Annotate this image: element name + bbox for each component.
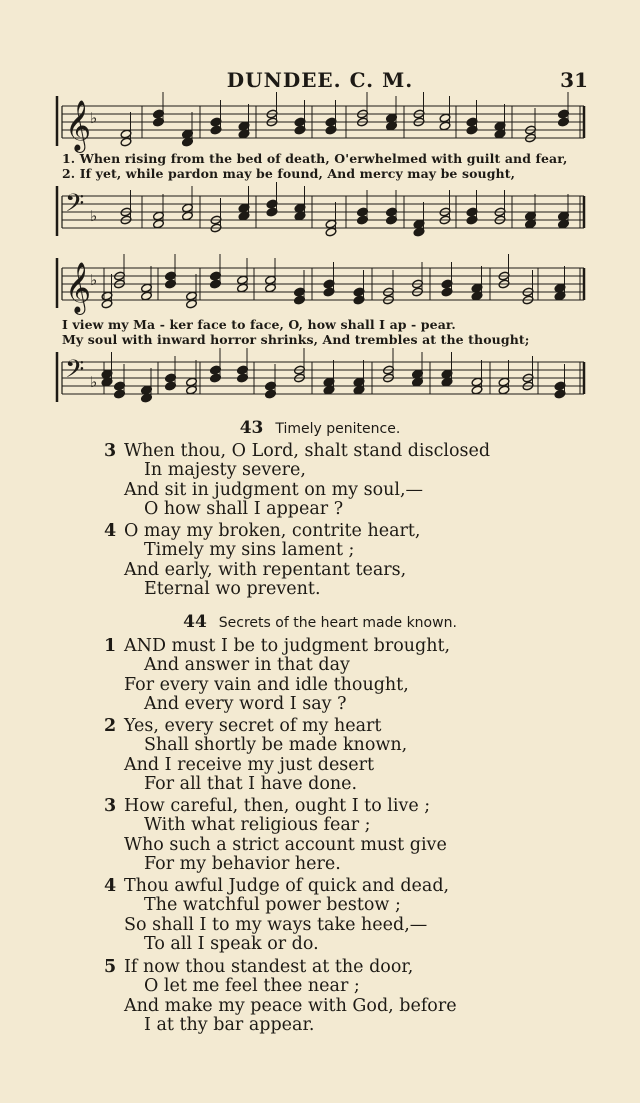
hymn-title: Secrets of the heart made known. [218, 615, 457, 631]
music-staff-treble-system-1 [0, 100, 640, 150]
page-number: 31 [560, 68, 588, 92]
verse-line: In majesty severe, [144, 460, 306, 480]
verse-number: 2 [104, 716, 117, 736]
verse-line: And I receive my just desert [124, 755, 375, 775]
verse-line: For every vain and idle thought, [124, 675, 409, 695]
hymn-heading-43 [0, 418, 640, 438]
staff-lines [57, 352, 584, 402]
verse-number: 1 [104, 636, 117, 656]
flat-icon: ♭ [90, 373, 98, 391]
hymn-number: 43 [239, 418, 264, 438]
verse-line: And sit in judgment on my soul,— [124, 480, 424, 500]
hymn-number: 44 [183, 612, 207, 632]
verse-line: For my behavior here. [144, 854, 341, 874]
verse-line: And answer in that day [144, 655, 350, 675]
verse-line: Yes, every secret of my heart [124, 716, 382, 736]
verse-line: I at thy bar appear. [144, 1015, 315, 1035]
tune-title: DUNDEE. C. M. [226, 68, 414, 92]
lyric-line-verse-2: 2. If yet, while pardon may be found, And mercy may be sought, [62, 166, 516, 181]
verse-line: How careful, then, ought I to live ; [124, 796, 431, 816]
treble-clef-icon: 𝄞 [65, 100, 92, 151]
verse-line: If now thou standest at the door, [124, 957, 414, 977]
verse-line: So shall I to my ways take heed,— [124, 915, 428, 935]
verse-line: Who such a strict account must give [124, 835, 447, 855]
verse-line: AND must I be to judgment brought, [124, 636, 451, 656]
verse-line: When thou, O Lord, shalt stand disclosed [124, 441, 491, 461]
verse-line: Shall shortly be made known, [144, 735, 408, 755]
treble-clef-icon: 𝄞 [65, 262, 92, 313]
verse-line: The watchful power bestow ; [144, 895, 401, 915]
hymn-title: Timely penitence. [275, 421, 401, 437]
verse-line: With what religious fear ; [144, 815, 371, 835]
page-header [0, 66, 640, 96]
lyric-line-verse-1-cont: I view my Ma - ker face to face, O, how shall I ap - pear. [62, 317, 456, 332]
verse-line: For all that I have done. [144, 774, 358, 794]
verse-line: And make my peace with God, before [124, 996, 457, 1016]
flat-icon: ♭ [90, 109, 98, 127]
verse-number: 4 [104, 521, 117, 541]
lyric-line-verse-2-cont: My soul with inward horror shrinks, And trembles at the thought; [62, 332, 530, 347]
verse-line: O let me feel thee near ; [144, 976, 360, 996]
music-staff-treble-system-2 [0, 262, 640, 312]
hymn-heading-44 [0, 612, 640, 632]
verse-line: O how shall I appear ? [144, 499, 344, 519]
staff-lines [57, 258, 584, 308]
lyric-line-verse-1: 1. When rising from the bed of death, O'erwhelmed with guilt and fear, [62, 151, 568, 166]
bass-clef-icon: 𝄢 [65, 355, 85, 390]
verse-line: Timely my sins lament ; [144, 540, 355, 560]
verse-line: Eternal wo prevent. [144, 579, 321, 599]
verse-line: And early, with repentant tears, [124, 560, 407, 580]
verse-number: 3 [104, 441, 117, 461]
verse-line: And every word I say ? [144, 694, 347, 714]
music-staff-bass-system-1 [0, 190, 640, 240]
verse-number: 3 [104, 796, 117, 816]
music-staff-bass-system-2 [0, 356, 640, 406]
verse-number: 4 [104, 876, 117, 896]
flat-icon: ♭ [90, 271, 98, 289]
bass-clef-icon: 𝄢 [65, 189, 85, 224]
verse-line: To all I speak or do. [144, 934, 319, 954]
verse-line: O may my broken, contrite heart, [124, 521, 421, 541]
verse-line: Thou awful Judge of quick and dead, [124, 876, 450, 896]
verse-number: 5 [104, 957, 117, 977]
flat-icon: ♭ [90, 207, 98, 225]
